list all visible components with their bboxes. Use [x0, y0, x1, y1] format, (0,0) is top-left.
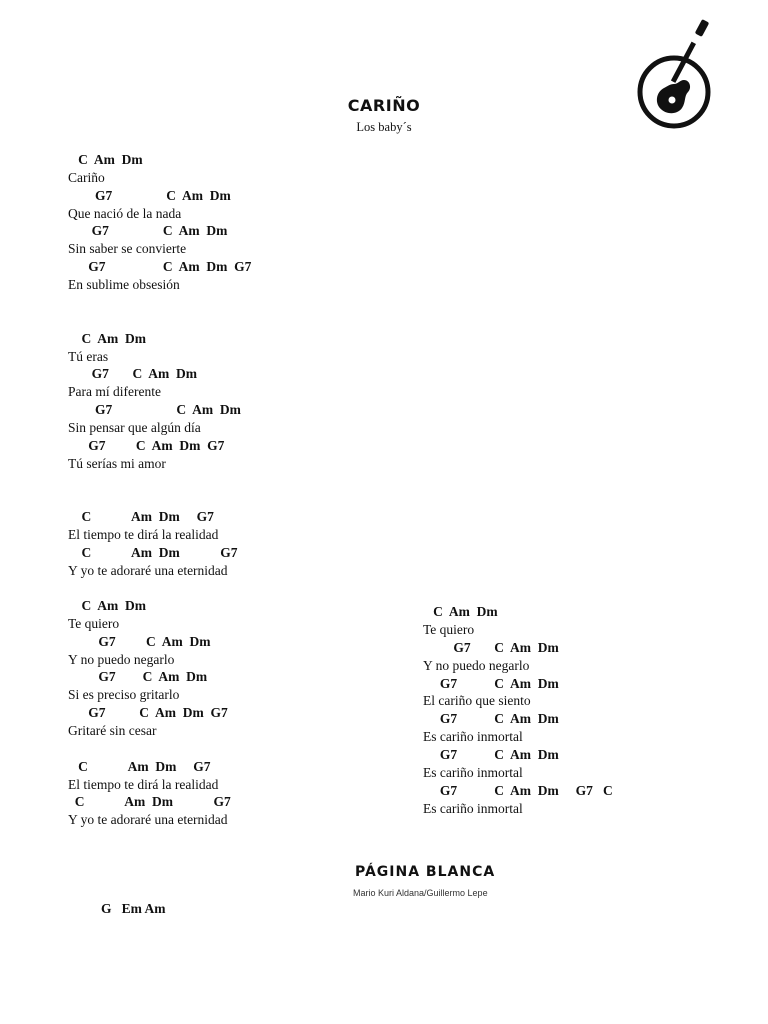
- chord-line: G7 C Am Dm G7: [68, 259, 252, 274]
- lyric-line: Sin pensar que algún día: [68, 420, 201, 435]
- chord-line: C Am Dm G7: [68, 759, 211, 774]
- lyric-line: Tú eras: [68, 349, 109, 364]
- chord-line: C Am Dm: [68, 152, 143, 167]
- chord-line: G7 C Am Dm: [423, 640, 559, 655]
- lyric-line: Y yo te adoraré una eternidad: [68, 563, 228, 578]
- lyric-line: En sublime obsesión: [68, 277, 180, 292]
- chord-line: G7 C Am Dm G7 C: [423, 783, 613, 798]
- song-title: CARIÑO: [347, 96, 421, 115]
- lyric-line: Es cariño inmortal: [423, 801, 523, 816]
- chord-line: G Em Am: [101, 901, 166, 916]
- chord-line: G7 C Am Dm: [423, 711, 559, 726]
- second-song-title: PÁGINA BLANCA: [355, 864, 496, 880]
- lyric-line: El tiempo te dirá la realidad: [68, 777, 219, 792]
- lyric-line: Tú serías mi amor: [68, 456, 166, 471]
- lyric-line: Sin saber se convierte: [68, 241, 187, 256]
- lyric-line: Y yo te adoraré una eternidad: [68, 812, 228, 827]
- second-song-authors: Mario Kuri Aldana/Guillermo Lepe: [353, 888, 488, 898]
- lyric-line: Es cariño inmortal: [423, 765, 523, 780]
- song-artist: Los baby´s: [356, 120, 412, 134]
- lyric-line: Te quiero: [68, 616, 120, 631]
- lyric-line: Que nació de la nada: [68, 206, 182, 221]
- chord-line: G7 C Am Dm: [68, 223, 228, 238]
- chord-line: G7 C Am Dm: [68, 366, 197, 381]
- chord-line: G7 C Am Dm G7: [68, 705, 228, 720]
- lyric-line: Para mí diferente: [68, 384, 161, 399]
- chord-line: G7 C Am Dm: [68, 402, 241, 417]
- lyric-line: Gritaré sin cesar: [68, 723, 157, 738]
- lyric-line: Y no puedo negarlo: [68, 652, 175, 667]
- chord-line: G7 C Am Dm: [68, 634, 211, 649]
- chord-line: C Am Dm G7: [68, 794, 231, 809]
- lyric-line: El cariño que siento: [423, 693, 531, 708]
- lyric-line: Te quiero: [423, 622, 475, 637]
- chord-line: C Am Dm: [423, 604, 498, 619]
- chord-line: G7 C Am Dm: [423, 676, 559, 691]
- chord-line: G7 C Am Dm: [423, 747, 559, 762]
- chord-line: C Am Dm: [68, 331, 146, 346]
- chord-line: C Am Dm G7: [68, 545, 238, 560]
- lyric-line: El tiempo te dirá la realidad: [68, 527, 219, 542]
- chord-line: C Am Dm: [68, 598, 146, 613]
- chord-line: G7 C Am Dm: [68, 669, 208, 684]
- chord-line: C Am Dm G7: [68, 509, 214, 524]
- lyric-line: Cariño: [68, 170, 105, 185]
- chord-line: G7 C Am Dm: [68, 188, 231, 203]
- chord-line: G7 C Am Dm G7: [68, 438, 225, 453]
- lyric-line: Y no puedo negarlo: [423, 658, 530, 673]
- lyric-line: Es cariño inmortal: [423, 729, 523, 744]
- lyric-line: Si es preciso gritarlo: [68, 687, 180, 702]
